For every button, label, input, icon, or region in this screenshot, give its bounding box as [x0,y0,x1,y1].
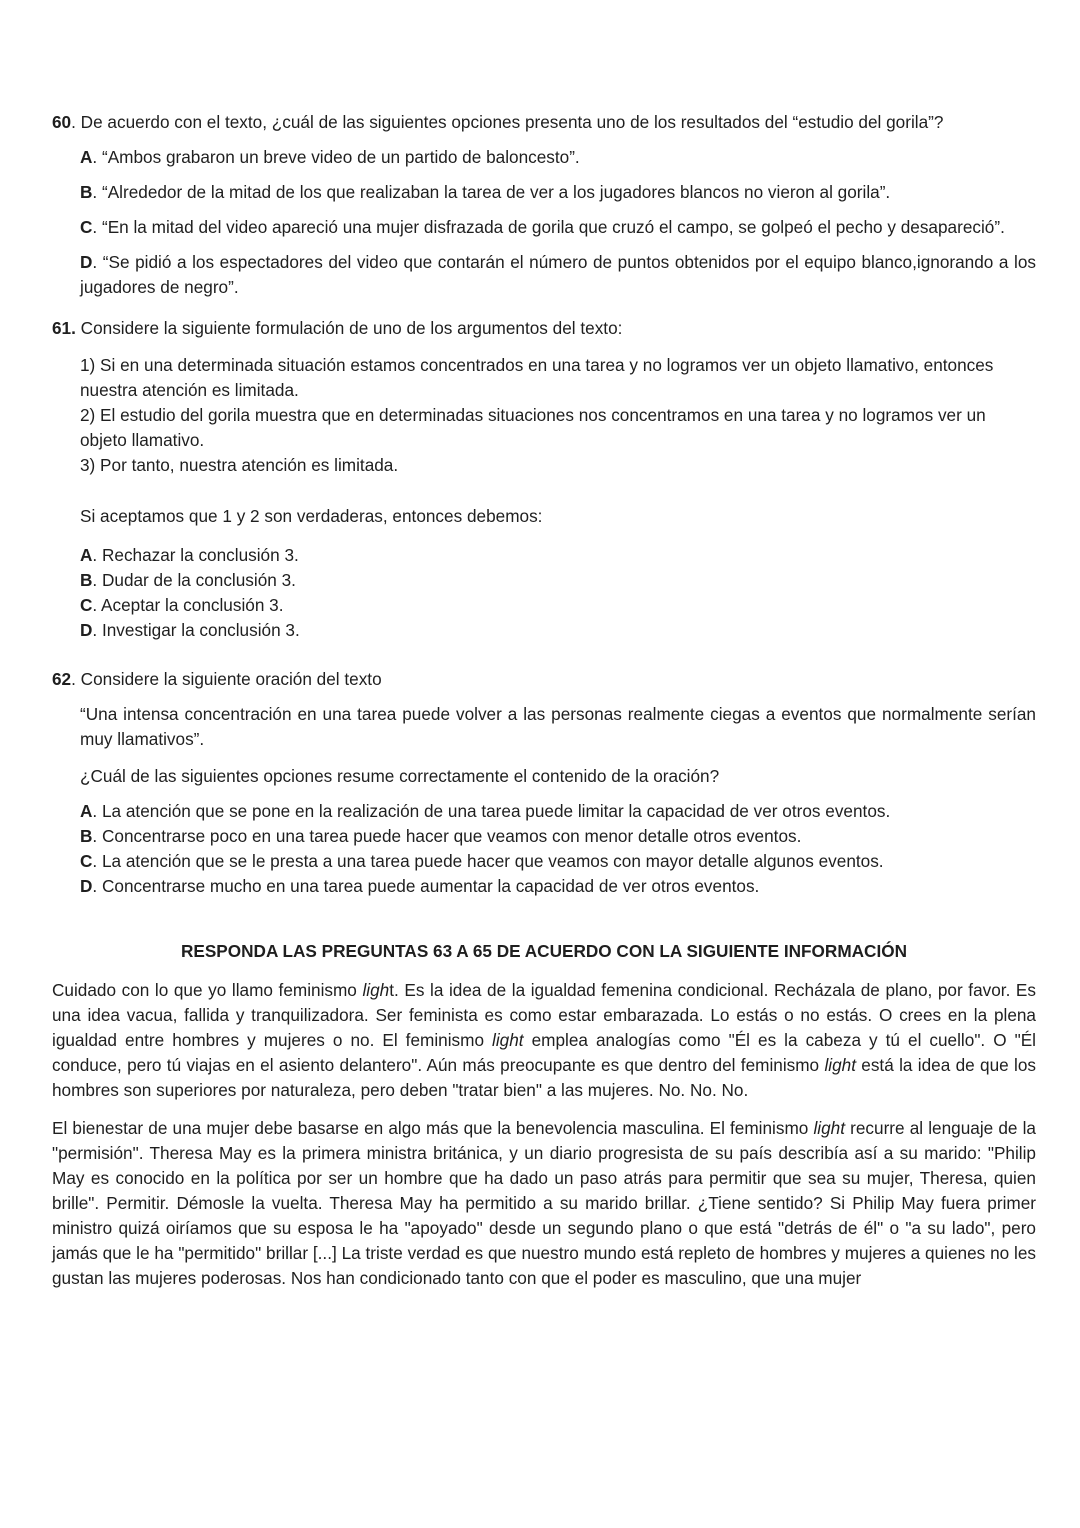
italic-run: light [824,1055,856,1075]
option-text: . “En la mitad del video apareció una mujer disfrazada de gorila que cruzó el campo, se golpeó el pecho y desapareció”. [92,217,1005,237]
option-letter: C [80,595,93,615]
question-lead: Si aceptamos que 1 y 2 son verdaderas, entonces debemos: [80,506,543,526]
question-number: 62 [52,669,72,689]
question-62 [52,667,1036,899]
question-text: . De acuerdo con el texto, ¿cuál de las siguientes opciones presenta uno de los resultados del “estudio del gorila”? [71,112,944,132]
option-d[interactable] [80,874,1036,899]
option-d[interactable] [80,250,1036,300]
option-letter: B [80,570,93,590]
quoted-sentence: “Una intensa concentración en una tarea puede volver a las personas realmente ciegas a eventos que normalmente serían muy llamativos”. [80,704,1036,749]
question-stem [52,110,1036,135]
question-number: 60 [52,112,72,132]
option-b[interactable] [80,568,1036,593]
option-a[interactable] [80,543,1036,568]
question-text: . Considere la siguiente oración del texto [71,669,382,689]
text-run: emplea analogías como "Él es la cabeza y tú el cuello". O "Él conduce, pero tú viajas en el asiento delantero". Aún más preocupante es que dentro del feminismo [52,1030,1036,1075]
option-letter: D [80,252,93,272]
option-text: . Rechazar la conclusión 3. [92,545,299,565]
option-letter: D [80,620,93,640]
option-b[interactable] [80,824,1036,849]
option-letter: A [80,545,93,565]
exam-page [52,110,1036,1304]
passage-paragraph-2 [52,1116,1036,1291]
premise-2: 2) El estudio del gorila muestra que en determinadas situaciones nos concentramos en una tarea y no logramos ver un objeto llamativo. [80,405,986,450]
option-text: . Aceptar la conclusión 3. [92,595,284,615]
question-61 [52,316,1036,643]
option-a[interactable] [80,145,1036,170]
italic-run: light [813,1118,846,1138]
option-letter: A [80,801,93,821]
option-text: . La atención que se pone en la realización de una tarea puede limitar la capacidad de ver otros eventos. [92,801,891,821]
text-run: t. Es la idea de la igualdad femenina condicional. Recházala de plano, por favor. Es una idea vacua, fallida y tranquilizadora. Ser feminista es como estar embarazada. Lo estás o no estás. O crees en la plena igualdad entre hombres y mujeres o no. El feminismo [52,980,1036,1050]
text-run: está la idea de que los hombres son superiores por naturaleza, pero deben "tratar bien" a las mujeres. No. No. No. [52,1055,1036,1100]
question-text: Considere la siguiente formulación de uno de los argumentos del texto: [75,318,623,338]
option-c[interactable] [80,593,1036,618]
option-letter: D [80,876,93,896]
question-lead: ¿Cuál de las siguientes opciones resume correctamente el contenido de la oración? [80,766,720,786]
question-number: 61. [52,318,76,338]
option-text: . “Se pidió a los espectadores del video que contarán el número de puntos obtenidos por el equipo blanco,ignorando a los jugadores de negro”. [80,252,1036,297]
option-d[interactable] [80,618,1036,643]
argument-premises [80,353,1036,478]
option-letter: C [80,851,93,871]
text-run: Cuidado con lo que yo llamo feminismo [52,980,363,1000]
option-text: . La atención que se le presta a una tarea puede hacer que veamos con mayor detalle algunos eventos. [92,851,884,871]
option-text: . Dudar de la conclusión 3. [92,570,296,590]
option-letter: B [80,182,93,202]
option-b[interactable] [80,180,1036,205]
text-run: recurre al lenguaje de la "permisión". Theresa May es la primera ministra británica, y un diario progresista de su país describía así a su marido: "Philip May es conocido en la política por ser un hombre que ha dado un paso atrás para permitir que sea su mujer, Theresa, quien brille". Permitir. Démosle la vuelta. Theresa May ha permitido a su marido brillar. ¿Tiene sentido? Si Philip May fuera primer ministro quizá oiríamos que su esposa le ha "apoyado" desde un segundo plano o que está "detrás de él" o "a su lado", pero jamás que le ha "permitido" brillar [...] La triste verdad es que nuestro mundo está repleto de hombres y mujeres a quienes no les gustan las mujeres poderosas. Nos han condicionado tanto con que el poder es masculino, que una mujer [52,1118,1036,1288]
option-text: . “Ambos grabaron un breve video de un partido de baloncesto”. [92,147,580,167]
option-letter: A [80,147,93,167]
option-c[interactable] [80,849,1036,874]
question-stem [52,667,1036,692]
option-c[interactable] [80,215,1036,240]
italic-run: ligh [362,980,390,1000]
question-stem [52,316,1036,341]
option-text: . “Alrededor de la mitad de los que realizaban la tarea de ver a los jugadores blancos no vieron al gorila”. [92,182,891,202]
premise-1: 1) Si en una determinada situación estamos concentrados en una tarea y no logramos ver un objeto llamativo, entonces nuestra atención es limitada. [80,355,994,400]
option-letter: C [80,217,93,237]
section-header: RESPONDA LAS PREGUNTAS 63 A 65 DE ACUERDO CON LA SIGUIENTE INFORMACIÓN [180,941,908,961]
question-60 [52,110,1036,300]
passage-paragraph-1 [52,978,1036,1103]
premise-3: 3) Por tanto, nuestra atención es limitada. [80,455,399,475]
option-text: . Investigar la conclusión 3. [92,620,300,640]
text-run: El bienestar de una mujer debe basarse en algo más que la benevolencia masculina. El feminismo [52,1118,814,1138]
option-text: . Concentrarse mucho en una tarea puede aumentar la capacidad de ver otros eventos. [92,876,760,896]
italic-run: light [492,1030,524,1050]
option-text: . Concentrarse poco en una tarea puede hacer que veamos con menor detalle otros eventos. [92,826,802,846]
option-letter: B [80,826,93,846]
option-a[interactable] [80,799,1036,824]
